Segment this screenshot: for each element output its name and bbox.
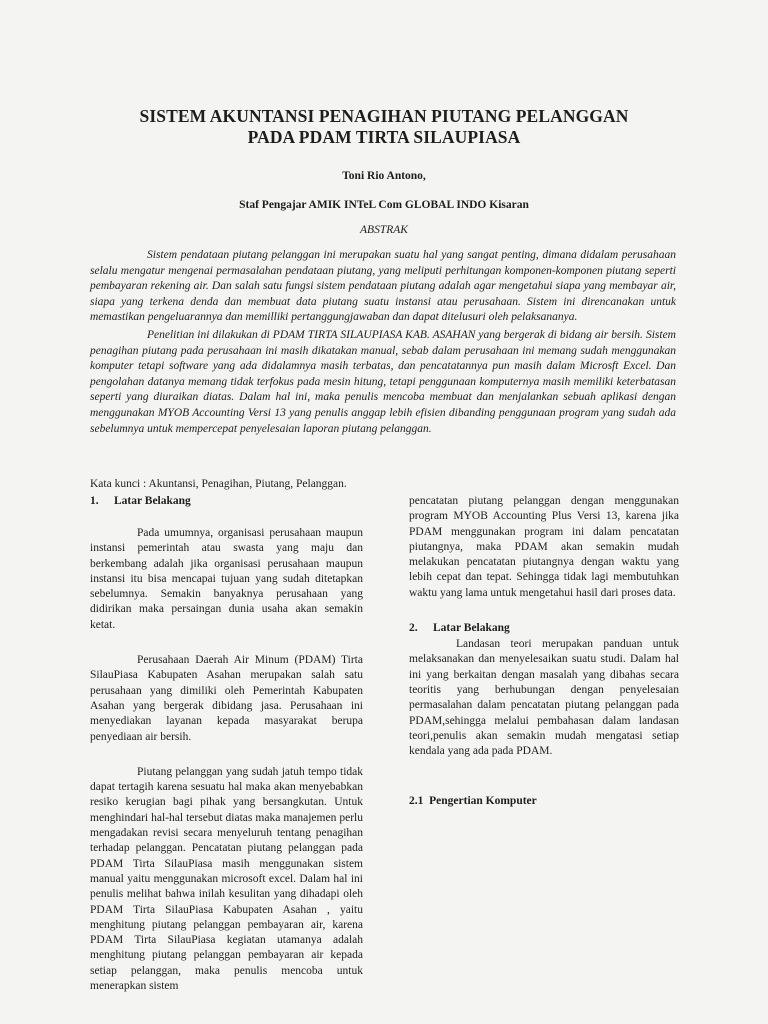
section-title: Latar Belakang bbox=[433, 622, 510, 635]
body-paragraph: Landasan teori merupakan panduan untuk melaksanakan dan menyelesaikan suatu studi. Dalam hal ini yang berkaitan dengan masalah yang dibahas secara teoritis yang berhubungan dengan penyelesaian permasalahan dalam pencatatan piutang pelanggan pada PDAM,sehingga melalui pembahasan dalam landasan teori,penulis akan semakin mudah mengatasi setiap kendala yang ada pada PDAM. bbox=[409, 638, 679, 758]
author-name: Toni Rio Antono, bbox=[342, 170, 426, 182]
abstract-body bbox=[90, 248, 676, 437]
body-paragraph: Piutang pelanggan yang sudah jatuh tempo tidak dapat tertagih karena sesuatu hal maka akan menyebabkan resiko kerugian bagi pihak yang bersangkutan. Untuk menghindari hal-hal tersebut diatas maka manajemen perlu mengadakan revisi secara menyeluruh tentang penagihan terhadap pelanggan. Pencatatan piutang pelanggan pada PDAM Tirta SilauPiasa masih menggunakan sistem manual yaitu menggunakan microsoft excel. Dalam hal ini penulis melihat bahwa inilah kesulitan yang dihadapi oleh PDAM Tirta SilauPiasa Kabupaten Asahan , yaitu menghitung piutang pelanggan pembayaran air, karena PDAM Tirta SilauPiasa kegiatan utamanya adalah menghitung piutang pelanggan pembayaran air kepada setiap pelanggan, maka penulis mencoba untuk menerapkan sistem bbox=[90, 765, 363, 993]
left-column bbox=[90, 494, 363, 994]
body-paragraph: pencatatan piutang pelanggan dengan menggunakan program MYOB Accounting Plus Versi 13, karena jika PDAM menggunakan program ini dalam pencatatan piutangnya, maka PDAM akan semakin mudah melakukan pencatatan piutangnya dengan waktu yang lebih cepat dan tepat. Sehingga tidak lagi membutuhkan waktu yang lama untuk mengetahui hasil dari proses data. bbox=[409, 495, 679, 599]
section-heading-2 bbox=[409, 621, 679, 636]
body-paragraph: Perusahaan Daerah Air Minum (PDAM) Tirta SilauPiasa Kabupaten Asahan merupakan salah satu perusahaan yang dimiliki oleh Pemerintah Kabupaten Asahan yang bergerak dibidang jasa. Perusahaan ini menyediakan layanan kepada masyarakat berupa penyediaan air bersih. bbox=[90, 654, 363, 743]
author-affiliation: Staf Pengajar AMIK INTeL Com GLOBAL INDO Kisaran bbox=[239, 199, 529, 211]
title-line-2: PADA PDAM TIRTA SILAUPIASA bbox=[247, 127, 521, 147]
section-title: Latar Belakang bbox=[114, 495, 191, 507]
paper-title bbox=[80, 106, 688, 148]
right-column bbox=[409, 494, 679, 809]
body-paragraph: Pada umumnya, organisasi perusahaan maupun instansi pemerintah atau swasta yang maju dan berkembang adalah jika organisasi perusahaan maupun instansi itu bisa mencapai tujuan yang sudah ditetapkan sebelumnya. Semakin banyaknya perusahaan yang didirikan maka persaingan dunia usaha akan semakin ketat. bbox=[90, 527, 363, 631]
section-heading-2-1: 2.1 Pengertian Komputer bbox=[409, 795, 537, 808]
title-line-1: SISTEM AKUNTANSI PENAGIHAN PIUTANG PELANGGAN bbox=[139, 106, 629, 126]
section-heading-1 bbox=[90, 494, 363, 509]
section-number: 1. bbox=[90, 495, 99, 507]
abstract-heading: ABSTRAK bbox=[360, 224, 408, 236]
abstract-paragraph-1: Sistem pendataan piutang pelanggan ini merupakan suatu hal yang sangat penting, dimana didalam perusahaan selalu mengatur mengenai permasalahan pendataan piutang, yang meliputi perhitungan komponen-komponen piutang seperti pembayaran rekening air. Dan salah satu fungsi sistem pendataan piutang adalah agar mengetahui siapa yang membayar air, siapa yang terkena denda dan membuat data piutang suatu instansi atau perusahaan. Sistem ini direncanakan untuk memastikan pengeluarannya dan memilliki pertanggungjawaban dan dapat ditelusuri oleh pelaksananya. bbox=[90, 249, 676, 324]
keywords: Kata kunci : Akuntansi, Penagihan, Piutang, Pelanggan. bbox=[90, 478, 347, 490]
section-number: 2. bbox=[409, 622, 418, 635]
abstract-paragraph-2: Penelitian ini dilakukan di PDAM TIRTA SILAUPIASA KAB. ASAHAN yang bergerak di bidang air bersih. Sistem penagihan piutang pada perusahaan ini masih dikatakan manual, sebab dalam perusahaan ini memang sudah menggunakan komputer tetapi software yang ada didalamnya masih terbatas, dan pencatatannya pun masih dalam Microsft Excel. Dan pengolahan datanya memang tidak terfokus pada mesin hitung, tetapi penggunaan komputernya masih memiliki keterbatasan seperti yang diuraikan diatas. Dalam hal ini, maka penulis mencoba membuat dan menjalankan sebuah aplikasi dengan menggunakan MYOB Accounting Versi 13 yang penulis anggap lebih efisien dibanding penggunaan program yang sudah ada sebelumnya untuk mempercepat penyelesaian laporan piutang pelanggan. bbox=[90, 328, 676, 435]
